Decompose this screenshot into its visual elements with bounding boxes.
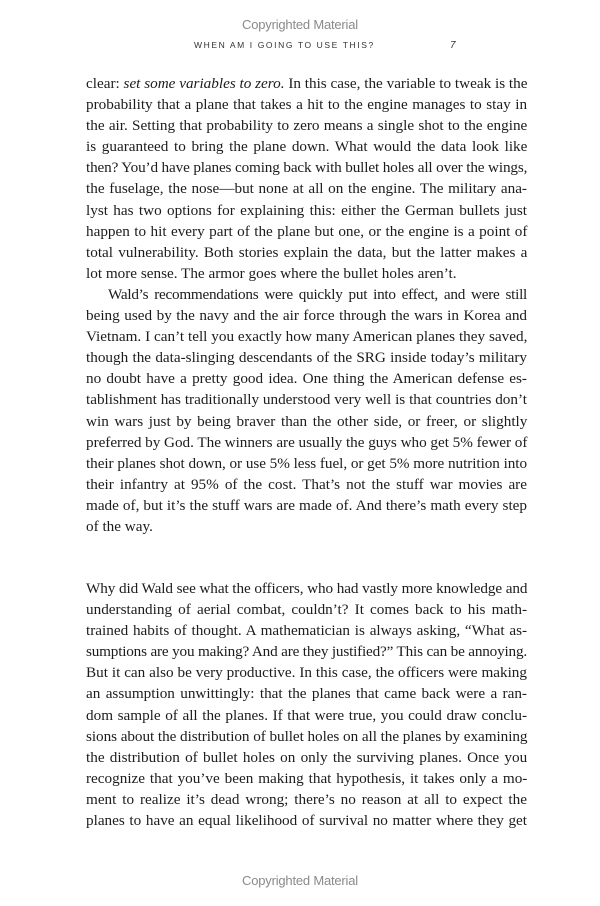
text-line: sumptions are you making? And are they justified?” This can be annoying. xyxy=(86,643,527,661)
text-line: probability that a plane that takes a hit to the engine manages to stay in xyxy=(86,96,528,114)
text-run: clear: xyxy=(86,75,124,92)
paragraph xyxy=(86,73,527,284)
chapter-title: WHEN AM I GOING TO USE THIS? xyxy=(194,40,375,50)
text-line: of the way. xyxy=(86,517,153,535)
text-line: Vietnam. I can’t tell you exactly how many American planes they saved, xyxy=(86,328,528,346)
text-line: preferred by God. The winners are usually the guys who get 5% fewer of xyxy=(86,433,528,451)
text-line: an assumption unwittingly: that the planes that came back were a ran- xyxy=(86,685,527,703)
text-run: In this case, the variable to tweak is the xyxy=(284,75,528,92)
text-line: Why did Wald see what the officers, who had vastly more knowledge and xyxy=(86,580,528,597)
paragraph xyxy=(86,284,527,537)
text-line: sions about the distribution of bullet holes on all the planes by examining xyxy=(86,727,528,745)
text-line: understanding of aerial combat, couldn’t? It comes back to his math- xyxy=(86,601,527,619)
text-line: the fuselage, the nose—but none at all on the engine. The military ana- xyxy=(86,180,527,198)
copyright-watermark-top: Copyrighted Material xyxy=(242,17,358,32)
copyright-watermark-bottom: Copyrighted Material xyxy=(242,873,358,888)
text-line: But it can also be very productive. In this case, the officers were making xyxy=(86,664,527,682)
text-line: the distribution of bullet holes on only the surviving planes. Once you xyxy=(86,748,528,766)
text-line: lyst has two options for explaining this: either the German bullets just xyxy=(86,201,527,219)
body-text-section-1 xyxy=(86,73,527,537)
text-line: win wars just by being braver than the other side, or freer, or slightly xyxy=(86,412,528,430)
text-line: being used by the navy and the air force through the wars in Korea and xyxy=(86,307,528,325)
text-line: their infantry at 95% of the cost. That’s not the stuff war movies are xyxy=(86,475,527,493)
text-line: planes to have an equal likelihood of survival no matter where they get xyxy=(86,812,528,830)
text-line: happen to hit every part of the plane but one, or the engine is a point of xyxy=(86,222,528,240)
text-line: though the data-slinging descendants of the SRG inside today’s military xyxy=(86,349,527,367)
text-line: lot more sense. The armor goes where the bullet holes aren’t. xyxy=(86,264,457,282)
text-line: trained habits of thought. A mathematician is always asking, “What as- xyxy=(86,622,528,640)
text-line: then? You’d have planes coming back with bullet holes all over the wings, xyxy=(86,159,528,177)
text-line: recognize that you’ve been making that hypothesis, it takes only a mo- xyxy=(86,769,528,787)
text-line: tablishment has traditionally understood very well is that countries don’t xyxy=(86,391,527,409)
text-line: their planes shot down, or use 5% less fuel, or get 5% more nutrition into xyxy=(86,454,527,472)
text-line: made of, but it’s the stuff wars are made of. And there’s math every step xyxy=(86,496,527,514)
text-line: is guaranteed to bring the plane down. What would the data look like xyxy=(86,138,528,156)
text-line: no doubt have a pretty good idea. One thing the American defense es- xyxy=(86,370,527,388)
text-line: Wald’s recommendations were quickly put into effect, and were still xyxy=(108,285,527,303)
page-number: 7 xyxy=(450,40,456,51)
text-line xyxy=(86,73,527,94)
text-line: the air. Setting that probability to zero means a single shot to the engine xyxy=(86,117,528,135)
body-text-section-2 xyxy=(86,578,527,831)
italic-phrase: set some variables to zero. xyxy=(123,75,285,92)
text-line: ment to realize it’s dead wrong; there’s no reason at all to expect the xyxy=(86,790,527,808)
paragraph xyxy=(86,578,527,831)
text-line: total vulnerability. Both stories explain the data, but the latter makes a xyxy=(86,243,528,261)
text-line: dom sample of all the planes. If that were true, you could draw conclu- xyxy=(86,706,527,724)
